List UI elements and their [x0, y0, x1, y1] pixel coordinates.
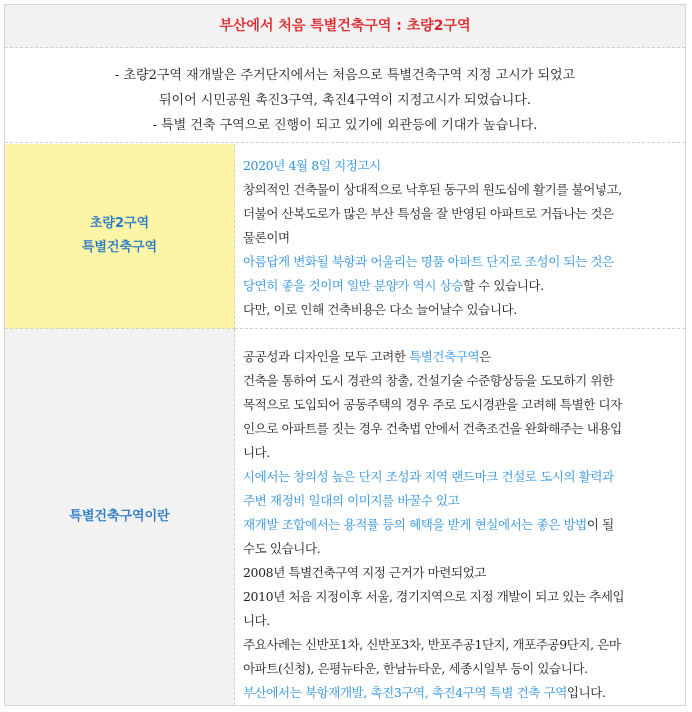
content-line: 다만, 이로 인해 건축비용은 다소 늘어날수 있습니다.: [243, 302, 517, 317]
row-label-special-zone: [5, 329, 235, 705]
content-line: 주요사례는 신반포1차, 신반포3차, 반포주공1단지, 개포주공9단지, 은마: [243, 637, 621, 652]
content-line: [243, 681, 679, 705]
info-table: [4, 4, 686, 706]
intro-line: - 초량2구역 재개발은 주거단지에서는 처음으로 특별건축구역 지정 고시가 되었고: [114, 68, 576, 83]
content-line: 2010년 처음 지정이후 서울, 경기지역으로 지정 개발이 되고 있는 추세입: [243, 589, 625, 604]
row-content-choryang2: [235, 144, 685, 329]
row-label-line: 초량2구역: [89, 216, 150, 231]
highlight-text: 특별건축구역: [409, 349, 480, 364]
content-line: 인으로 아파트를 짓는 경우 건축법 안에서 건축조건을 완화해주는 내용입: [243, 421, 622, 436]
row-content-special-zone: [235, 329, 685, 705]
content-line: [243, 513, 679, 537]
content-line: 수도 있습니다.: [243, 541, 321, 556]
content-line: 2008년 특별건축구역 지정 근거가 마련되었고: [243, 565, 486, 580]
plain-text: 이 될: [586, 517, 614, 532]
row-label-line: 특별건축구역이란: [69, 509, 170, 524]
plain-text: 할 수 있습니다.: [462, 278, 544, 293]
content-line: 더불어 산복도로가 많은 부산 특성을 잘 반영된 아파트로 거듭나는 것은: [243, 206, 614, 221]
plain-text: 공공성과 디자인을 모두 고려한: [243, 349, 410, 364]
content-line: 주변 재정비 일대의 이미지를 바꿀수 있고: [243, 493, 460, 508]
row-label-line: 특별건축구역: [81, 240, 158, 255]
content-line: 니다.: [243, 613, 270, 628]
highlight-text: 재개발 조합에서는 용적률 등의 혜택을 받게 현실에서는 좋은 방법: [243, 517, 587, 532]
intro-section: [5, 47, 685, 143]
content-line: 목적으로 도입되어 공동주택의 경우 주로 도시경관을 고려해 특별한 디자: [243, 397, 622, 412]
intro-line: - 특별 건축 구역으로 진행이 되고 있기에 외관등에 기대가 높습니다.: [152, 118, 538, 133]
row-label-choryang2: [5, 144, 235, 329]
content-line: 건축을 통하여 도시 경관의 창출, 건설기술 수준향상등을 도모하기 위한: [243, 373, 614, 388]
content-line: [243, 345, 679, 369]
content-line: [243, 274, 679, 298]
content-line: 2020년 4월 8일 지정고시: [243, 158, 381, 173]
content-line: 아름답게 변화될 북항과 어울리는 명품 아파트 단지로 조성이 되는 것은: [243, 254, 614, 269]
table-title: 부산에서 처음 특별건축구역 : 초량2구역: [5, 5, 685, 48]
plain-text: 입니다.: [566, 685, 606, 700]
content-line: 아파트(신청), 은평뉴타운, 한남뉴타운, 세종시일부 등이 있습니다.: [243, 661, 588, 676]
content-line: 시에서는 창의성 높은 단지 조성과 지역 랜드마크 건설로 도시의 활력과: [243, 469, 614, 484]
content-line: 창의적인 건축물이 상대적으로 낙후된 동구의 원도심에 활기를 불어넣고,: [243, 182, 622, 197]
highlight-text: 부산에서는 북항재개발, 촉진3구역, 촉진4구역 특별 건축 구역: [243, 685, 567, 700]
highlight-text: 당연히 좋을 것이며 일반 분양가 역시 상승: [243, 278, 463, 293]
intro-line: 뒤이어 시민공원 촉진3구역, 촉진4구역이 지정고시가 되었습니다.: [159, 93, 531, 108]
content-line: 물론이며: [243, 230, 290, 245]
plain-text: 은: [479, 349, 491, 364]
content-line: 니다.: [243, 445, 270, 460]
